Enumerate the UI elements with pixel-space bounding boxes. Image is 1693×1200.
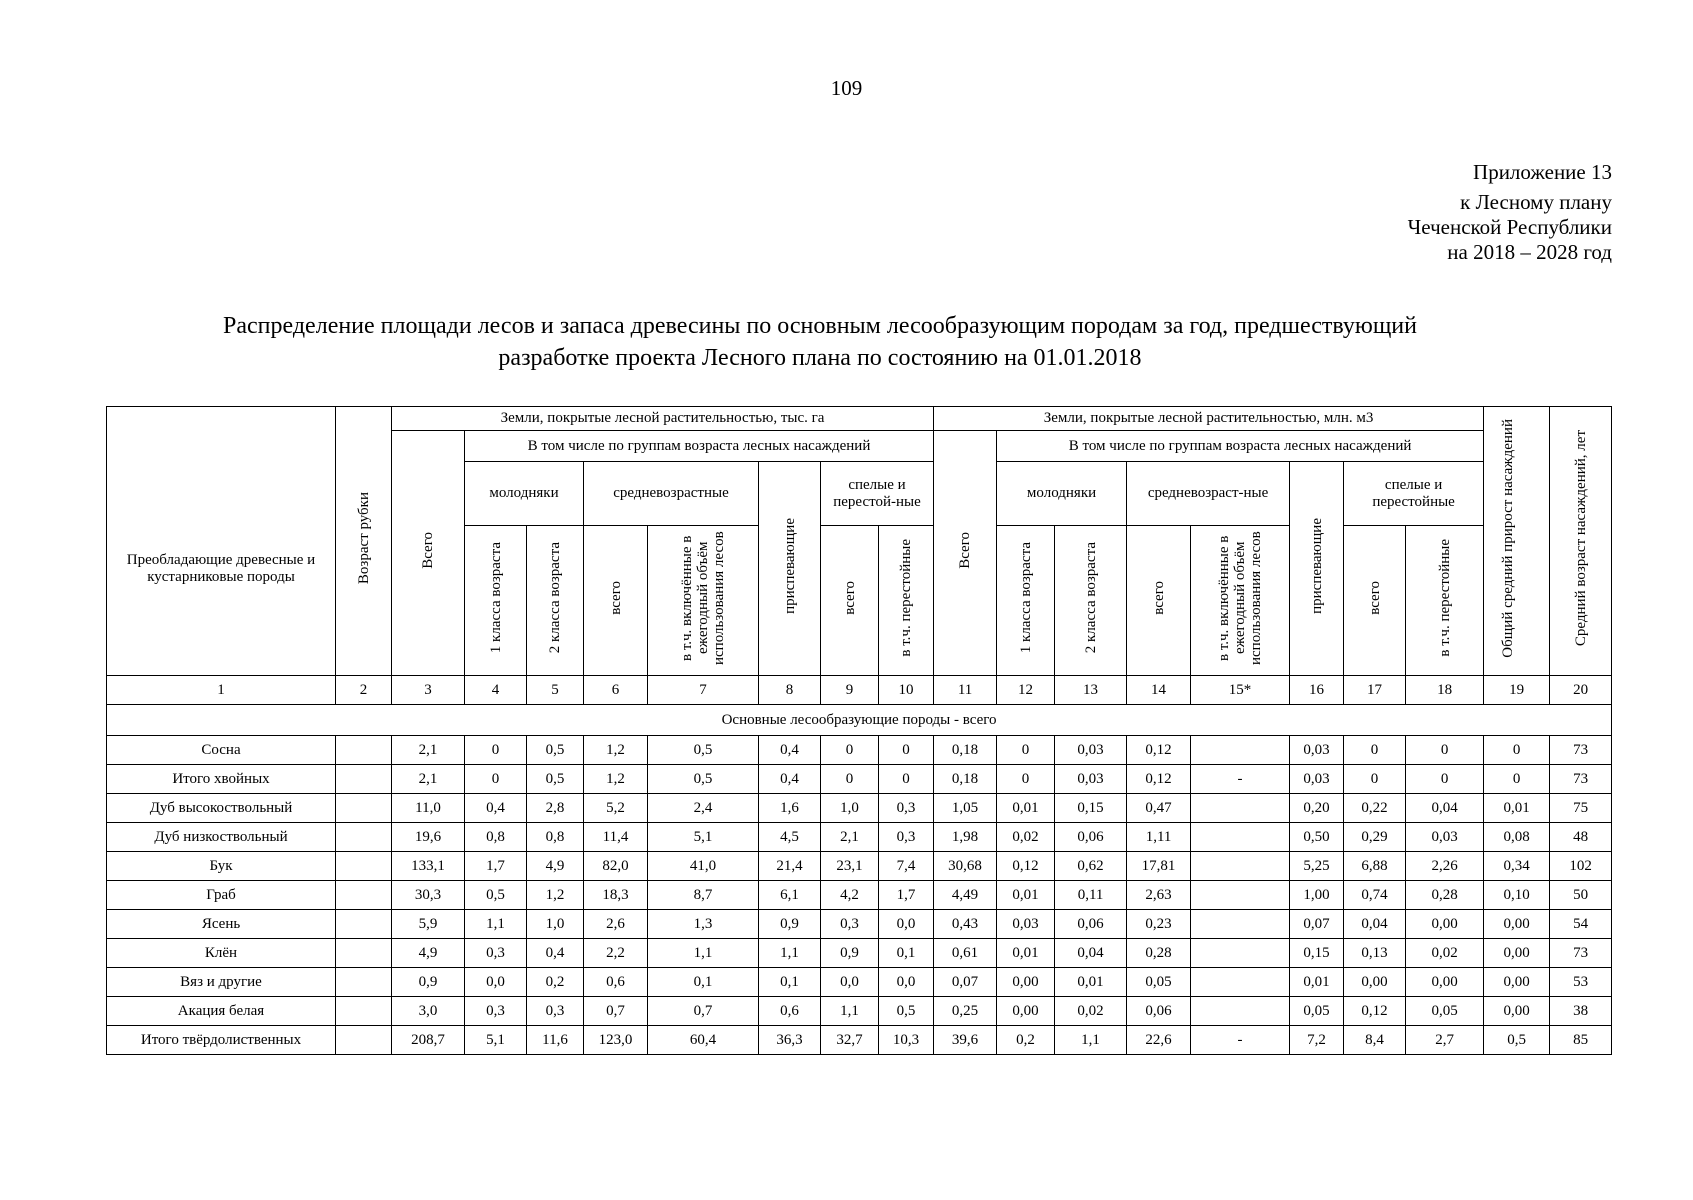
table-cell: 0,0 xyxy=(821,968,879,997)
table-cell: 2,6 xyxy=(584,910,648,939)
col-header-overmature-stock: в т.ч. перестойные xyxy=(1406,526,1484,676)
table-cell: 1,1 xyxy=(1055,1026,1127,1055)
table-cell: - xyxy=(1191,1026,1290,1055)
table-cell: 0,9 xyxy=(392,968,465,997)
table-cell: 0,00 xyxy=(997,997,1055,1026)
table-cell: 0,2 xyxy=(997,1026,1055,1055)
group-header-area: Земли, покрытые лесной растительностью, тыс. га xyxy=(392,407,934,431)
col-header-stock-total: Всего xyxy=(934,431,997,676)
column-number: 14 xyxy=(1127,676,1191,705)
table-cell: 0,1 xyxy=(879,939,934,968)
col-header-species: Преобладающие древесные и кустарниковые породы xyxy=(107,407,336,676)
table-cell: 1,2 xyxy=(527,881,584,910)
table-cell: 30,3 xyxy=(392,881,465,910)
row-species-name: Итого твёрдолиственных xyxy=(107,1026,336,1055)
table-cell: 73 xyxy=(1550,765,1612,794)
table-cell: 0,03 xyxy=(1055,765,1127,794)
appendix-block xyxy=(1408,160,1612,265)
table-cell: 0,28 xyxy=(1127,939,1191,968)
table-cell: 3,0 xyxy=(392,997,465,1026)
table-cell: 133,1 xyxy=(392,852,465,881)
table-cell xyxy=(1191,881,1290,910)
table-cell xyxy=(336,823,392,852)
table-cell: 1,0 xyxy=(821,794,879,823)
table-cell: 0,0 xyxy=(879,968,934,997)
col-header-premature-stock: приспевающие xyxy=(1290,462,1344,676)
table-cell: 0,50 xyxy=(1290,823,1344,852)
table-cell: 73 xyxy=(1550,939,1612,968)
column-number: 5 xyxy=(527,676,584,705)
table-cell: 5,25 xyxy=(1290,852,1344,881)
table-cell: 5,9 xyxy=(392,910,465,939)
table-cell: 4,49 xyxy=(934,881,997,910)
table-cell: 41,0 xyxy=(648,852,759,881)
table-cell xyxy=(1191,997,1290,1026)
table-cell: 1,05 xyxy=(934,794,997,823)
column-number: 10 xyxy=(879,676,934,705)
table-cell: 0,28 xyxy=(1406,881,1484,910)
table-cell: 0,5 xyxy=(465,881,527,910)
table-cell: - xyxy=(1191,765,1290,794)
table-cell xyxy=(336,765,392,794)
table-cell: 0,00 xyxy=(997,968,1055,997)
table-cell xyxy=(1191,736,1290,765)
table-cell: 0,3 xyxy=(465,997,527,1026)
table-cell xyxy=(336,910,392,939)
table-cell: 0,1 xyxy=(759,968,821,997)
table-cell: 11,0 xyxy=(392,794,465,823)
table-cell: 0,03 xyxy=(997,910,1055,939)
table-cell: 0 xyxy=(879,736,934,765)
table-cell xyxy=(1191,910,1290,939)
table-cell: 0,03 xyxy=(1406,823,1484,852)
table-cell: 0,4 xyxy=(465,794,527,823)
table-cell: 1,2 xyxy=(584,736,648,765)
table-cell: 0 xyxy=(821,736,879,765)
col-header-mature-area: спелые и перестой-ные xyxy=(821,462,934,526)
table-cell: 1,2 xyxy=(584,765,648,794)
col-header-middle-annual-area: в т.ч. включённые в ежегодный объём использования лесов xyxy=(648,526,759,676)
table-cell: 7,2 xyxy=(1290,1026,1344,1055)
table-cell: 0,01 xyxy=(997,794,1055,823)
table-cell: 0,3 xyxy=(465,939,527,968)
col-header-middle-all-area: всего xyxy=(584,526,648,676)
column-number: 3 xyxy=(392,676,465,705)
table-cell: 0,3 xyxy=(821,910,879,939)
table-cell: 1,6 xyxy=(759,794,821,823)
col-header-class2-stock: 2 класса возраста xyxy=(1055,526,1127,676)
table-cell: 0,12 xyxy=(1127,736,1191,765)
table-row xyxy=(107,736,1612,765)
table-cell xyxy=(1191,968,1290,997)
row-species-name: Итого хвойных xyxy=(107,765,336,794)
appendix-line: Чеченской Республики xyxy=(1407,215,1612,239)
table-cell: 0,05 xyxy=(1290,997,1344,1026)
column-number: 16 xyxy=(1290,676,1344,705)
column-number-row xyxy=(107,676,1612,705)
table-cell: 0,8 xyxy=(527,823,584,852)
table-cell: 0,3 xyxy=(527,997,584,1026)
table-cell: 0,07 xyxy=(1290,910,1344,939)
table-row xyxy=(107,765,1612,794)
table-cell: 75 xyxy=(1550,794,1612,823)
col-header-class1-area: 1 класса возраста xyxy=(465,526,527,676)
table-cell: 0,7 xyxy=(584,997,648,1026)
table-cell xyxy=(336,997,392,1026)
col-header-middle-stock: средневозраст-ные xyxy=(1127,462,1290,526)
table-cell: 0,06 xyxy=(1055,823,1127,852)
table-cell: 0,05 xyxy=(1406,997,1484,1026)
table-cell: 2,1 xyxy=(392,736,465,765)
column-number: 6 xyxy=(584,676,648,705)
col-header-mature-all-area: всего xyxy=(821,526,879,676)
table-cell: 0,0 xyxy=(879,910,934,939)
table-cell: 0,5 xyxy=(879,997,934,1026)
table-cell: 6,1 xyxy=(759,881,821,910)
table-cell: 32,7 xyxy=(821,1026,879,1055)
table-cell: 7,4 xyxy=(879,852,934,881)
table-cell: 18,3 xyxy=(584,881,648,910)
table-cell: 0,12 xyxy=(1344,997,1406,1026)
table-cell: 48 xyxy=(1550,823,1612,852)
table-cell: 0,22 xyxy=(1344,794,1406,823)
table-cell: 0 xyxy=(1406,736,1484,765)
table-row xyxy=(107,1026,1612,1055)
table-cell: 0,9 xyxy=(759,910,821,939)
table-row xyxy=(107,881,1612,910)
table-cell: 0,02 xyxy=(1055,997,1127,1026)
table-cell: 0 xyxy=(465,765,527,794)
table-cell: 19,6 xyxy=(392,823,465,852)
table-cell: 4,9 xyxy=(527,852,584,881)
table-cell: 2,1 xyxy=(392,765,465,794)
table-cell: 0,12 xyxy=(1127,765,1191,794)
table-cell: 0,01 xyxy=(1484,794,1550,823)
table-cell: 0 xyxy=(1344,765,1406,794)
table-cell: 0,01 xyxy=(1290,968,1344,997)
table-cell: 0,7 xyxy=(648,997,759,1026)
table-cell: 30,68 xyxy=(934,852,997,881)
table-cell: 0,00 xyxy=(1484,939,1550,968)
col-header-class2-area: 2 класса возраста xyxy=(527,526,584,676)
table-cell: 2,63 xyxy=(1127,881,1191,910)
forest-distribution-table xyxy=(106,406,1612,1055)
table-cell: 0 xyxy=(1484,765,1550,794)
appendix-title: Приложение 13 xyxy=(1473,160,1612,184)
table-cell: 0 xyxy=(997,736,1055,765)
row-species-name: Акация белая xyxy=(107,997,336,1026)
table-cell: 0,01 xyxy=(1055,968,1127,997)
row-species-name: Вяз и другие xyxy=(107,968,336,997)
table-cell: 0,15 xyxy=(1290,939,1344,968)
table-cell: 82,0 xyxy=(584,852,648,881)
table-cell: 36,3 xyxy=(759,1026,821,1055)
table-cell: 1,98 xyxy=(934,823,997,852)
table-row xyxy=(107,968,1612,997)
column-number: 1 xyxy=(107,676,336,705)
table-cell: 0,00 xyxy=(1406,910,1484,939)
table-cell: 0,15 xyxy=(1055,794,1127,823)
column-number: 11 xyxy=(934,676,997,705)
subgroup-header-stock-age: В том числе по группам возраста лесных насаждений xyxy=(997,431,1484,462)
table-cell: 73 xyxy=(1550,736,1612,765)
table-cell xyxy=(1191,823,1290,852)
appendix-line: на 2018 – 2028 год xyxy=(1447,240,1612,264)
table-cell xyxy=(336,1026,392,1055)
row-species-name: Клён xyxy=(107,939,336,968)
table-cell: 0,20 xyxy=(1290,794,1344,823)
table-cell: 1,1 xyxy=(648,939,759,968)
table-cell: 11,4 xyxy=(584,823,648,852)
table-cell xyxy=(1191,794,1290,823)
table-cell: 0,5 xyxy=(527,736,584,765)
table-cell: 123,0 xyxy=(584,1026,648,1055)
column-number: 8 xyxy=(759,676,821,705)
table-cell: 22,6 xyxy=(1127,1026,1191,1055)
table-cell: 0,2 xyxy=(527,968,584,997)
table-cell: 0 xyxy=(879,765,934,794)
table-cell: 0,74 xyxy=(1344,881,1406,910)
row-species-name: Дуб низкоствольный xyxy=(107,823,336,852)
table-cell: 4,9 xyxy=(392,939,465,968)
section-label: Основные лесообразующие породы - всего xyxy=(107,705,1612,736)
table-cell: 0 xyxy=(997,765,1055,794)
table-cell: 0,23 xyxy=(1127,910,1191,939)
table-cell: 4,2 xyxy=(821,881,879,910)
table-cell: 0,01 xyxy=(997,881,1055,910)
table-cell: 0,3 xyxy=(879,823,934,852)
table-cell: 0 xyxy=(821,765,879,794)
table-cell: 0 xyxy=(1344,736,1406,765)
table-cell: 0,9 xyxy=(821,939,879,968)
table-cell xyxy=(336,852,392,881)
table-cell xyxy=(336,736,392,765)
col-header-class1-stock: 1 класса возраста xyxy=(997,526,1055,676)
table-cell: 5,2 xyxy=(584,794,648,823)
column-number: 19 xyxy=(1484,676,1550,705)
column-number: 7 xyxy=(648,676,759,705)
table-cell: 1,1 xyxy=(759,939,821,968)
table-cell xyxy=(1191,939,1290,968)
table-cell xyxy=(336,939,392,968)
section-row xyxy=(107,705,1612,736)
table-cell: 0,05 xyxy=(1127,968,1191,997)
table-cell xyxy=(1191,852,1290,881)
col-header-overmature-area: в т.ч. перестойные xyxy=(879,526,934,676)
column-number: 12 xyxy=(997,676,1055,705)
column-number: 4 xyxy=(465,676,527,705)
table-cell: 5,1 xyxy=(465,1026,527,1055)
table-cell xyxy=(336,881,392,910)
table-cell: 0 xyxy=(1484,736,1550,765)
table-cell: 1,7 xyxy=(879,881,934,910)
row-species-name: Ясень xyxy=(107,910,336,939)
table-cell xyxy=(336,968,392,997)
table-cell: 0,03 xyxy=(1290,736,1344,765)
page-number: 109 xyxy=(830,76,863,100)
table-cell: 0,04 xyxy=(1055,939,1127,968)
table-cell: 0,06 xyxy=(1127,997,1191,1026)
table-cell: 1,1 xyxy=(821,997,879,1026)
table-cell: 0,08 xyxy=(1484,823,1550,852)
table-cell: 17,81 xyxy=(1127,852,1191,881)
row-species-name: Сосна xyxy=(107,736,336,765)
table-cell: 0,06 xyxy=(1055,910,1127,939)
table-cell: 54 xyxy=(1550,910,1612,939)
table-cell: 2,7 xyxy=(1406,1026,1484,1055)
table-cell: 208,7 xyxy=(392,1026,465,1055)
row-species-name: Граб xyxy=(107,881,336,910)
table-row xyxy=(107,852,1612,881)
table-cell: 0,02 xyxy=(997,823,1055,852)
table-cell: 53 xyxy=(1550,968,1612,997)
table-cell: 1,1 xyxy=(465,910,527,939)
table-cell: 0,12 xyxy=(997,852,1055,881)
table-cell: 2,1 xyxy=(821,823,879,852)
title-line: Распределение площади лесов и запаса древесины по основным лесообразующим породам за год, предшествующий xyxy=(223,313,1417,339)
table-cell: 0,3 xyxy=(879,794,934,823)
col-header-mean-age: Средний возраст насаждений, лет xyxy=(1550,407,1612,676)
table-cell: 0,04 xyxy=(1344,910,1406,939)
table-cell: 0,02 xyxy=(1406,939,1484,968)
table-cell: 8,7 xyxy=(648,881,759,910)
table-cell: 0,03 xyxy=(1055,736,1127,765)
table-cell: 0,4 xyxy=(759,736,821,765)
col-header-middle-all-stock: всего xyxy=(1127,526,1191,676)
table-cell: 11,6 xyxy=(527,1026,584,1055)
subgroup-header-area-age: В том числе по группам возраста лесных насаждений xyxy=(465,431,934,462)
table-cell: 0,5 xyxy=(1484,1026,1550,1055)
col-header-young-area: молодняки xyxy=(465,462,584,526)
table-cell: 102 xyxy=(1550,852,1612,881)
table-row xyxy=(107,939,1612,968)
table-cell: 0,5 xyxy=(648,736,759,765)
table-cell: 0,00 xyxy=(1484,968,1550,997)
table-cell: 50 xyxy=(1550,881,1612,910)
table-cell: 2,26 xyxy=(1406,852,1484,881)
table-cell: 0,07 xyxy=(934,968,997,997)
col-header-area-total: Всего xyxy=(392,431,465,676)
table-cell: 8,4 xyxy=(1344,1026,1406,1055)
table-cell: 0,6 xyxy=(759,997,821,1026)
table-cell: 0,04 xyxy=(1406,794,1484,823)
table-body xyxy=(107,676,1612,1055)
column-number: 9 xyxy=(821,676,879,705)
col-header-premature-area: приспевающие xyxy=(759,462,821,676)
table-cell: 0,18 xyxy=(934,765,997,794)
table-cell: 0,4 xyxy=(527,939,584,968)
row-species-name: Бук xyxy=(107,852,336,881)
table-cell: 0,8 xyxy=(465,823,527,852)
table-row xyxy=(107,823,1612,852)
table-cell: 21,4 xyxy=(759,852,821,881)
column-number: 15* xyxy=(1191,676,1290,705)
table-cell: 0,00 xyxy=(1484,997,1550,1026)
col-header-cutting-age: Возраст рубки xyxy=(336,407,392,676)
table-cell: 0,34 xyxy=(1484,852,1550,881)
column-number: 2 xyxy=(336,676,392,705)
col-header-middle-annual-stock: в т.ч. включённые в ежегодный объём использования лесов xyxy=(1191,526,1290,676)
table-cell: 0,00 xyxy=(1484,910,1550,939)
table-cell: 0,29 xyxy=(1344,823,1406,852)
table-cell: 0,43 xyxy=(934,910,997,939)
table-cell: 0,18 xyxy=(934,736,997,765)
table-row xyxy=(107,910,1612,939)
appendix-line: к Лесному плану xyxy=(1460,190,1612,214)
table-cell: 39,6 xyxy=(934,1026,997,1055)
table-cell: 0,11 xyxy=(1055,881,1127,910)
table-cell: 0,25 xyxy=(934,997,997,1026)
table-cell: 0,61 xyxy=(934,939,997,968)
table-cell: 23,1 xyxy=(821,852,879,881)
table-cell: 0 xyxy=(1406,765,1484,794)
table-cell: 0,00 xyxy=(1344,968,1406,997)
table-cell: 60,4 xyxy=(648,1026,759,1055)
table-cell: 6,88 xyxy=(1344,852,1406,881)
table-cell: 0,0 xyxy=(465,968,527,997)
col-header-middle-area: средневозрастные xyxy=(584,462,759,526)
table-cell: 2,2 xyxy=(584,939,648,968)
col-header-mature-stock: спелые и перестойные xyxy=(1344,462,1484,526)
table-cell: 0,03 xyxy=(1290,765,1344,794)
title-line: разработке проекта Лесного плана по состоянию на 01.01.2018 xyxy=(498,345,1142,371)
col-header-mean-increment: Общий средний прирост насаждений xyxy=(1484,407,1550,676)
column-number: 20 xyxy=(1550,676,1612,705)
table-cell: 0,00 xyxy=(1406,968,1484,997)
group-header-stock: Земли, покрытые лесной растительностью, млн. м3 xyxy=(934,407,1484,431)
column-number: 18 xyxy=(1406,676,1484,705)
table-cell: 1,11 xyxy=(1127,823,1191,852)
row-species-name: Дуб высокоствольный xyxy=(107,794,336,823)
table-cell: 0,1 xyxy=(648,968,759,997)
table-cell: 0,62 xyxy=(1055,852,1127,881)
table-cell: 1,3 xyxy=(648,910,759,939)
table-cell: 0,5 xyxy=(527,765,584,794)
table-cell: 0,5 xyxy=(648,765,759,794)
col-header-young-stock: молодняки xyxy=(997,462,1127,526)
table-cell: 0,13 xyxy=(1344,939,1406,968)
table-cell: 2,8 xyxy=(527,794,584,823)
col-header-mature-all-stock: всего xyxy=(1344,526,1406,676)
column-number: 17 xyxy=(1344,676,1406,705)
column-number: 13 xyxy=(1055,676,1127,705)
table-cell: 0,4 xyxy=(759,765,821,794)
table-cell: 1,0 xyxy=(527,910,584,939)
table-row xyxy=(107,794,1612,823)
table-cell: 1,00 xyxy=(1290,881,1344,910)
table-cell: 85 xyxy=(1550,1026,1612,1055)
table-cell: 38 xyxy=(1550,997,1612,1026)
table-cell: 5,1 xyxy=(648,823,759,852)
table-cell: 0,47 xyxy=(1127,794,1191,823)
table-cell: 0,01 xyxy=(997,939,1055,968)
table-cell: 4,5 xyxy=(759,823,821,852)
table-cell: 1,7 xyxy=(465,852,527,881)
table-cell: 0 xyxy=(465,736,527,765)
table-cell: 10,3 xyxy=(879,1026,934,1055)
table-cell: 2,4 xyxy=(648,794,759,823)
table-cell xyxy=(336,794,392,823)
table-cell: 0,6 xyxy=(584,968,648,997)
table-row xyxy=(107,997,1612,1026)
document-title xyxy=(100,310,1540,374)
table-cell: 0,10 xyxy=(1484,881,1550,910)
